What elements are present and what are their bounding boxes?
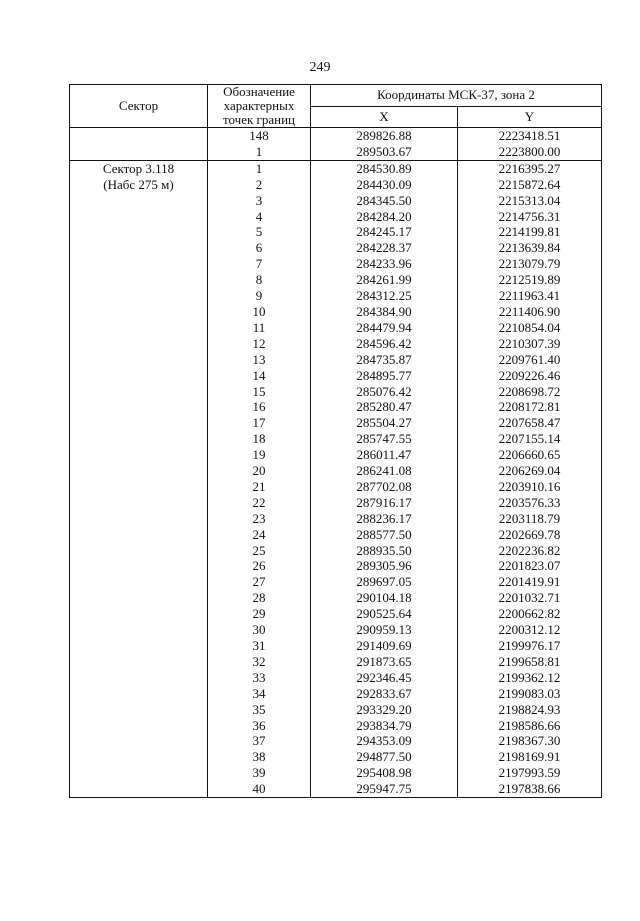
- point-cell: 8: [208, 272, 311, 288]
- y-cell: 2203576.33: [458, 495, 602, 511]
- x-cell: 284479.94: [311, 320, 458, 336]
- table-row: [70, 128, 602, 144]
- y-cell: 2215872.64: [458, 177, 602, 193]
- x-cell: 290959.13: [311, 622, 458, 638]
- point-cell: 16: [208, 399, 311, 415]
- point-cell: 9: [208, 288, 311, 304]
- point-cell: 22: [208, 495, 311, 511]
- y-cell: 2198169.91: [458, 749, 602, 765]
- y-cell: 2211963.41: [458, 288, 602, 304]
- y-cell: 2197838.66: [458, 781, 602, 797]
- x-cell: 284233.96: [311, 256, 458, 272]
- x-cell: 284530.89: [311, 160, 458, 176]
- point-cell: 28: [208, 590, 311, 606]
- x-cell: 284735.87: [311, 352, 458, 368]
- coordinates-table: [69, 84, 602, 798]
- y-cell: 2197993.59: [458, 765, 602, 781]
- y-cell: 2214756.31: [458, 209, 602, 225]
- y-cell: 2203910.16: [458, 479, 602, 495]
- x-cell: 284261.99: [311, 272, 458, 288]
- x-cell: 293329.20: [311, 702, 458, 718]
- header-coordinates: Координаты МСК-37, зона 2: [311, 85, 602, 107]
- point-cell: 5: [208, 224, 311, 240]
- point-cell: 27: [208, 574, 311, 590]
- x-cell: 285504.27: [311, 415, 458, 431]
- y-cell: 2201032.71: [458, 590, 602, 606]
- x-cell: 284312.25: [311, 288, 458, 304]
- header-y: Y: [458, 106, 602, 128]
- x-cell: 291409.69: [311, 638, 458, 654]
- x-cell: 284228.37: [311, 240, 458, 256]
- x-cell: 287916.17: [311, 495, 458, 511]
- y-cell: 2213079.79: [458, 256, 602, 272]
- point-cell: 30: [208, 622, 311, 638]
- x-cell: 288577.50: [311, 527, 458, 543]
- header-sector: Сектор: [70, 85, 208, 128]
- point-cell: 10: [208, 304, 311, 320]
- x-cell: 288935.50: [311, 543, 458, 559]
- point-cell: 39: [208, 765, 311, 781]
- point-cell: 18: [208, 431, 311, 447]
- x-cell: 285280.47: [311, 399, 458, 415]
- point-cell: 1: [208, 144, 311, 160]
- point-cell: 3: [208, 193, 311, 209]
- point-cell: 20: [208, 463, 311, 479]
- y-cell: 2198824.93: [458, 702, 602, 718]
- x-cell: 286011.47: [311, 447, 458, 463]
- point-cell: 12: [208, 336, 311, 352]
- header-point-designation: Обозначение характерных точек границ: [208, 85, 311, 128]
- x-cell: 284284.20: [311, 209, 458, 225]
- table-group-continuation: [70, 128, 602, 161]
- point-cell: 23: [208, 511, 311, 527]
- point-cell: 11: [208, 320, 311, 336]
- y-cell: 2212519.89: [458, 272, 602, 288]
- y-cell: 2199083.03: [458, 686, 602, 702]
- x-cell: 284430.09: [311, 177, 458, 193]
- y-cell: 2202669.78: [458, 527, 602, 543]
- x-cell: 288236.17: [311, 511, 458, 527]
- x-cell: 293834.79: [311, 718, 458, 734]
- x-cell: 284245.17: [311, 224, 458, 240]
- x-cell: 287702.08: [311, 479, 458, 495]
- header-x: X: [311, 106, 458, 128]
- sector-cell: [70, 160, 208, 797]
- table-row: [70, 160, 602, 176]
- y-cell: 2208698.72: [458, 384, 602, 400]
- point-cell: 7: [208, 256, 311, 272]
- point-cell: 35: [208, 702, 311, 718]
- point-cell: 25: [208, 543, 311, 559]
- y-cell: 2199658.81: [458, 654, 602, 670]
- x-cell: 294353.09: [311, 733, 458, 749]
- x-cell: 290525.64: [311, 606, 458, 622]
- x-cell: 284384.90: [311, 304, 458, 320]
- sector-note: (Набс 275 м): [103, 176, 174, 192]
- y-cell: 2200312.12: [458, 622, 602, 638]
- x-cell: 289503.67: [311, 144, 458, 160]
- x-cell: 295947.75: [311, 781, 458, 797]
- y-cell: 2223418.51: [458, 128, 602, 144]
- y-cell: 2199976.17: [458, 638, 602, 654]
- y-cell: 2201823.07: [458, 558, 602, 574]
- y-cell: 2216395.27: [458, 160, 602, 176]
- x-cell: 289697.05: [311, 574, 458, 590]
- y-cell: 2213639.84: [458, 240, 602, 256]
- y-cell: 2209761.40: [458, 352, 602, 368]
- point-cell: 29: [208, 606, 311, 622]
- y-cell: 2207658.47: [458, 415, 602, 431]
- x-cell: 292346.45: [311, 670, 458, 686]
- point-cell: 148: [208, 128, 311, 144]
- x-cell: 284895.77: [311, 368, 458, 384]
- point-cell: 37: [208, 733, 311, 749]
- point-cell: 19: [208, 447, 311, 463]
- x-cell: 289826.88: [311, 128, 458, 144]
- y-cell: 2210307.39: [458, 336, 602, 352]
- x-cell: 284596.42: [311, 336, 458, 352]
- y-cell: 2198586.66: [458, 718, 602, 734]
- point-cell: 4: [208, 209, 311, 225]
- y-cell: 2211406.90: [458, 304, 602, 320]
- point-cell: 1: [208, 160, 311, 176]
- y-cell: 2215313.04: [458, 193, 602, 209]
- x-cell: 285747.55: [311, 431, 458, 447]
- point-cell: 31: [208, 638, 311, 654]
- y-cell: 2198367.30: [458, 733, 602, 749]
- point-cell: 33: [208, 670, 311, 686]
- table-header: [70, 85, 602, 128]
- y-cell: 2208172.81: [458, 399, 602, 415]
- point-cell: 32: [208, 654, 311, 670]
- x-cell: 292833.67: [311, 686, 458, 702]
- y-cell: 2210854.04: [458, 320, 602, 336]
- point-cell: 2: [208, 177, 311, 193]
- x-cell: 284345.50: [311, 193, 458, 209]
- y-cell: 2223800.00: [458, 144, 602, 160]
- point-cell: 21: [208, 479, 311, 495]
- y-cell: 2202236.82: [458, 543, 602, 559]
- table-group-sector-3-118: [70, 160, 602, 797]
- y-cell: 2201419.91: [458, 574, 602, 590]
- y-cell: 2206269.04: [458, 463, 602, 479]
- point-cell: 36: [208, 718, 311, 734]
- x-cell: 294877.50: [311, 749, 458, 765]
- y-cell: 2203118.79: [458, 511, 602, 527]
- y-cell: 2200662.82: [458, 606, 602, 622]
- sector-name: Сектор 3.118: [102, 160, 175, 176]
- y-cell: 2199362.12: [458, 670, 602, 686]
- point-cell: 34: [208, 686, 311, 702]
- point-cell: 14: [208, 368, 311, 384]
- point-cell: 6: [208, 240, 311, 256]
- y-cell: 2207155.14: [458, 431, 602, 447]
- x-cell: 286241.08: [311, 463, 458, 479]
- point-cell: 26: [208, 558, 311, 574]
- point-cell: 17: [208, 415, 311, 431]
- x-cell: 289305.96: [311, 558, 458, 574]
- sector-cell: [70, 128, 208, 161]
- y-cell: 2206660.65: [458, 447, 602, 463]
- page-number: 249: [309, 60, 331, 75]
- x-cell: 291873.65: [311, 654, 458, 670]
- point-cell: 24: [208, 527, 311, 543]
- point-cell: 38: [208, 749, 311, 765]
- point-cell: 15: [208, 384, 311, 400]
- y-cell: 2209226.46: [458, 368, 602, 384]
- point-cell: 40: [208, 781, 311, 797]
- x-cell: 290104.18: [311, 590, 458, 606]
- x-cell: 285076.42: [311, 384, 458, 400]
- x-cell: 295408.98: [311, 765, 458, 781]
- point-cell: 13: [208, 352, 311, 368]
- y-cell: 2214199.81: [458, 224, 602, 240]
